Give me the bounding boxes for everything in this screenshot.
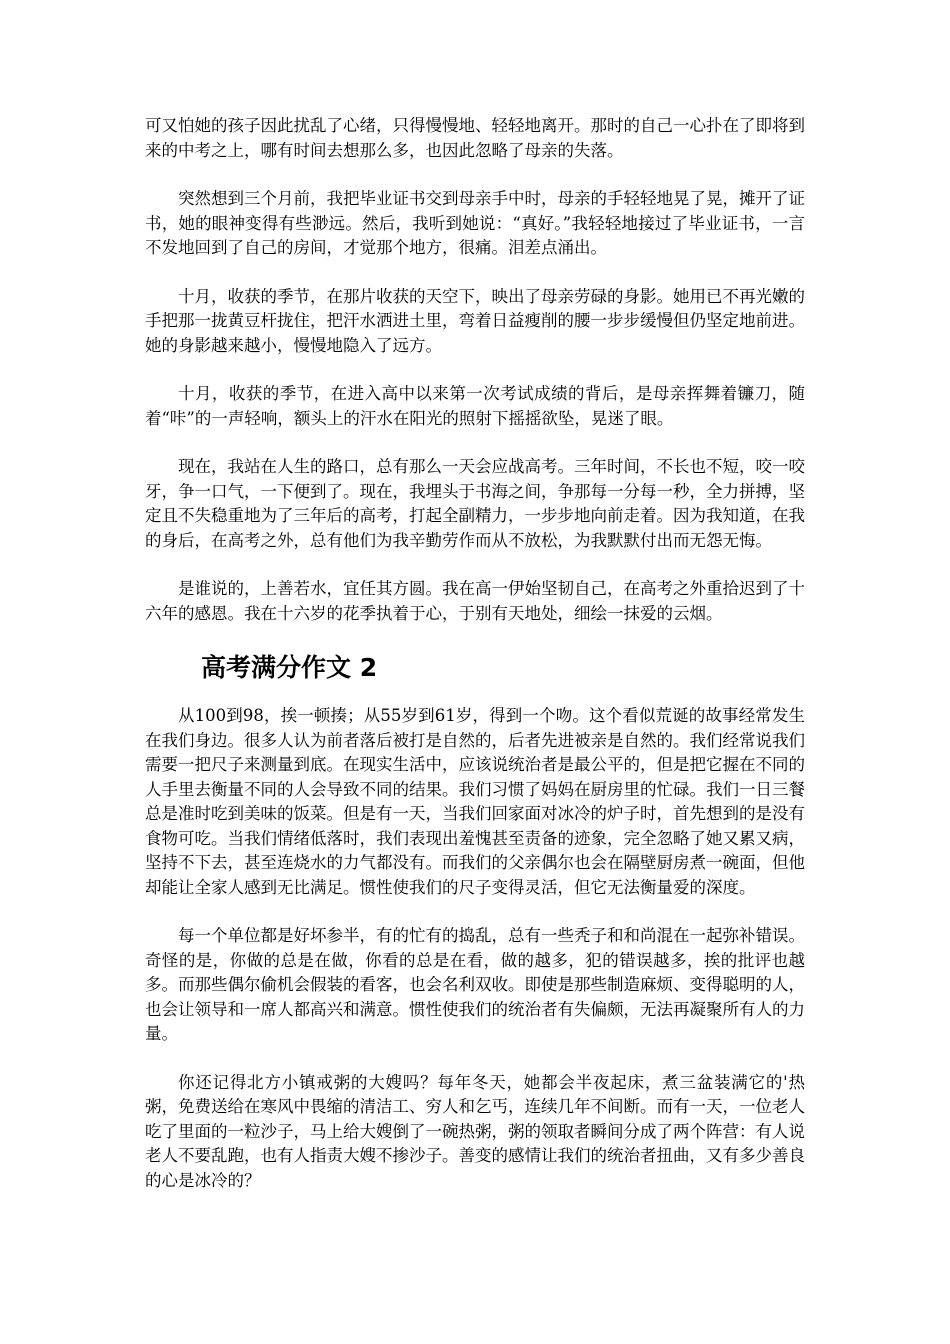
paragraph: 是谁说的，上善若水，宜任其方圆。我在高一伊始坚韧自己，在高考之外重拾迟到了十六年的感恩。我在十六岁的花季执着于心，于别有天地处，细绘一抹爱的云烟。: [145, 579, 805, 623]
paragraph: 十月，收获的季节，在进入高中以来第一次考试成绩的背后，是母亲挥舞着镰刀，随着“咔”的一声轻响，额头上的汗水在阳光的照射下摇摇欲坠，晃迷了眼。: [145, 384, 805, 428]
paragraph: 你还记得北方小镇戒粥的大嫂吗？每年冬天，她都会半夜起床，煮三盆装满它的'热粥，免费送给在寒风中畏缩的清洁工、穷人和乞丐，连续几年不间断。而有一天，一位老人吃了里面的一粒沙子，马上给大嫂倒了一碗热粥，粥的领取者瞬间分成了两个阵营：有人说老人不要乱跑，也有人指责大嫂不掺沙子。善变的感情让我们的统治者扭曲，又有多少善良的心是冰冷的？: [145, 1072, 805, 1190]
paragraph: 可又怕她的孩子因此扰乱了心绪，只得慢慢地、轻轻地离开。那时的自己一心扑在了即将到来的中考之上，哪有时间去想那么多，也因此忽略了母亲的失落。: [145, 116, 805, 160]
paragraph: 每一个单位都是好坏参半，有的忙有的捣乱，总有一些秃子和和尚混在一起弥补错误。奇怪的是，你做的总是在做，你看的总是在看，做的越多，犯的错误越多，挨的批评也越多。而那些偶尔偷机会假装的看客，也会名利双收。即使是那些制造麻烦、变得聪明的人，也会让领导和一席人都高兴和满意。惯性使我们的统治者有失偏颇，无法再凝聚所有人的力量。: [145, 926, 805, 1043]
paragraph: 从100到98，挨一顿揍；从55岁到61岁，得到一个吻。这个看似荒诞的故事经常发生在我们身边。很多人认为前者落后被打是自然的，后者先进被亲是自然的。我们经常说我们需要一把尺子来测量到底。在现实生活中，应该说统治者是最公平的，但是把它握在不同的人手里去衡量不同的人会导致不同的结果。我们习惯了妈妈在厨房里的忙碌。我们一日三餐总是准时吃到美味的饭菜。但是有一天，当我们回家面对冰冷的炉子时，首先想到的是没有食物可吃。当我们情绪低落时，我们表现出羞愧甚至责备的迹象，完全忽略了她又累又病，坚持不下去，甚至连烧水的力气都没有。而我们的父亲偶尔也会在隔壁厨房煮一碗面，但他却能让全家人感到无比满足。惯性使我们的尺子变得灵活，但它无法衡量爱的深度。: [145, 706, 805, 897]
paragraph: 现在，我站在人生的路口，总有那么一天会应战高考。三年时间，不长也不短，咬一咬牙，争一口气，一下便到了。现在，我埋头于书海之间，争那每一分每一秒，全力拼搏，坚定且不失稳重地为了三年后的高考，打起全副精力，一步步地向前走着。因为我知道，在我的身后，在高考之外，总有他们为我辛勤劳作而从不放松，为我默默付出而无怨无悔。: [145, 457, 805, 550]
section-heading: 高考满分作文 2: [201, 653, 378, 682]
document-page: [145, 114, 805, 1217]
paragraph: 十月，收获的季节，在那片收获的天空下，映出了母亲劳碌的身影。她用已不再光嫩的手把那一拢黄豆杆拢住，把汗水洒进土里，弯着日益瘦削的腰一步步缓慢但仍坚定地前进。她的身影越来越小，慢慢地隐入了远方。: [145, 286, 805, 355]
paragraph: 突然想到三个月前，我把毕业证书交到母亲手中时，母亲的手轻轻地晃了晃，摊开了证书，她的眼神变得有些渺远。然后，我听到她说：“真好。”我轻轻地接过了毕业证书，一言不发地回到了自己的房间，才觉那个地方，很痛。泪差点涌出。: [145, 189, 805, 257]
